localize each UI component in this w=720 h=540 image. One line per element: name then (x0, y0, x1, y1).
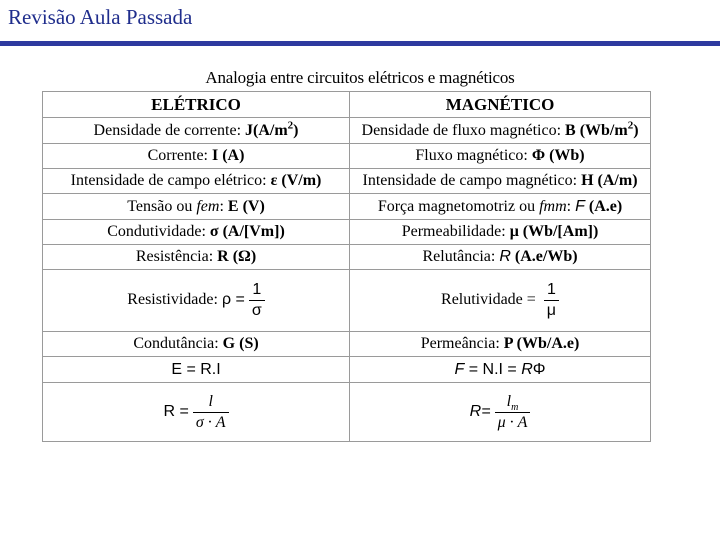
fraction-numerator: 1 (252, 281, 262, 298)
cell-electric (43, 169, 350, 194)
cell-electric (43, 270, 350, 332)
cell-magnetic (350, 332, 651, 357)
cell-magnetic (350, 118, 651, 144)
script-symbol: R (521, 360, 533, 378)
table-caption: Analogia entre circuitos elétricos e magnéticos (205, 68, 515, 87)
cell-label: Tensão ou (127, 197, 197, 215)
numerator-symbol: l (506, 392, 512, 410)
cell-value: (A.e) (584, 197, 623, 215)
fraction (495, 392, 531, 433)
cell-value: Φ (Wb) (531, 147, 585, 164)
cell-label: Intensidade de campo elétrico: (70, 172, 271, 189)
cell-label: Permeabilidade: (401, 223, 510, 240)
fraction (249, 280, 265, 321)
script-symbol: F (575, 197, 585, 215)
table-row (43, 169, 651, 194)
fraction-denominator: σ · A (193, 412, 229, 433)
cell-label: Resistência: (135, 248, 218, 265)
cell-electric (43, 220, 350, 245)
cell-magnetic (350, 144, 651, 169)
cell-value: J(A/m (245, 121, 288, 139)
cell-magnetic (350, 357, 651, 383)
cell-label: Relutividade = (441, 291, 540, 309)
cell-label: Densidade de fluxo magnético: (361, 121, 566, 139)
fraction-denominator: μ (544, 300, 559, 321)
title-divider (0, 41, 720, 46)
script-symbol: F (454, 360, 465, 378)
cell-value: R (Ω) (217, 248, 257, 265)
formula-lhs: R= (469, 402, 491, 420)
table-row (43, 383, 651, 442)
cell-value: G (S) (222, 335, 259, 352)
cell-label-colon: : (219, 197, 228, 215)
cell-magnetic (350, 220, 651, 245)
cell-label-italic: fmm (539, 197, 567, 215)
cell-label: Densidade de corrente: (93, 121, 246, 139)
cell-magnetic (350, 270, 651, 332)
analogy-table (42, 91, 651, 442)
equation-middle: = N.I = (464, 360, 522, 378)
fraction-numerator (495, 392, 531, 412)
cell-label-italic: fem (196, 197, 220, 215)
cell-electric (43, 245, 350, 270)
script-symbol: R (499, 248, 511, 265)
table-row (43, 357, 651, 383)
cell-value: I (A) (212, 147, 245, 164)
cell-electric (43, 357, 350, 383)
cell-electric (43, 144, 350, 169)
table-row (43, 118, 651, 144)
cell-value: B (Wb/m (565, 121, 628, 139)
header-magnetic: MAGNÉTICO (350, 92, 651, 118)
superscript: 2 (627, 119, 634, 132)
cell-value: P (Wb/A.e) (503, 335, 580, 352)
cell-value: E (V) (227, 197, 265, 215)
cell-electric (43, 383, 350, 442)
cell-label: Força magnetomotriz ou (377, 197, 540, 215)
equation-tail: Φ (532, 360, 546, 378)
fraction (544, 280, 559, 321)
cell-value: ε (V/m) (270, 172, 322, 189)
table-row (43, 194, 651, 220)
cell-electric (43, 118, 350, 144)
formula-lhs: ρ = (221, 291, 245, 309)
cell-label: Resistividade: (127, 291, 222, 309)
cell-electric (43, 194, 350, 220)
table-row (43, 245, 651, 270)
cell-value-tail: ) (293, 121, 299, 139)
header-electric: ELÉTRICO (43, 92, 350, 118)
table-row (43, 332, 651, 357)
cell-value: σ (A/[Vm]) (209, 223, 285, 240)
cell-label: Corrente: (147, 147, 212, 164)
cell-label: Condutância: (133, 335, 223, 352)
cell-electric (43, 332, 350, 357)
table-header-row (43, 92, 651, 118)
fraction-numerator: l (208, 392, 213, 410)
fraction (193, 392, 229, 433)
table-row (43, 144, 651, 169)
cell-magnetic (350, 169, 651, 194)
cell-value: μ (Wb/[Am]) (509, 223, 599, 240)
table-row (43, 220, 651, 245)
cell-label: Fluxo magnético: (415, 147, 532, 164)
cell-label: Intensidade de campo magnético: (362, 172, 582, 189)
fraction-numerator: 1 (546, 281, 556, 298)
cell-label: Relutância: (422, 248, 500, 265)
numerator-subscript: m (511, 401, 519, 413)
formula-lhs: R = (163, 402, 189, 420)
cell-magnetic (350, 383, 651, 442)
cell-value: H (A/m) (581, 172, 638, 189)
cell-magnetic (350, 245, 651, 270)
cell-label: Condutividade: (107, 223, 210, 240)
slide-title: Revisão Aula Passada (8, 5, 193, 29)
cell-value: (A.e/Wb) (510, 248, 578, 265)
superscript: 2 (287, 119, 294, 132)
table-row (43, 270, 651, 332)
equation: E = R.I (171, 360, 221, 378)
cell-label: Permeância: (420, 335, 504, 352)
cell-magnetic (350, 194, 651, 220)
fraction-denominator: σ (249, 300, 265, 321)
cell-label-colon: : (566, 197, 576, 215)
fraction-denominator: μ · A (495, 412, 531, 433)
cell-value-tail: ) (633, 121, 639, 139)
